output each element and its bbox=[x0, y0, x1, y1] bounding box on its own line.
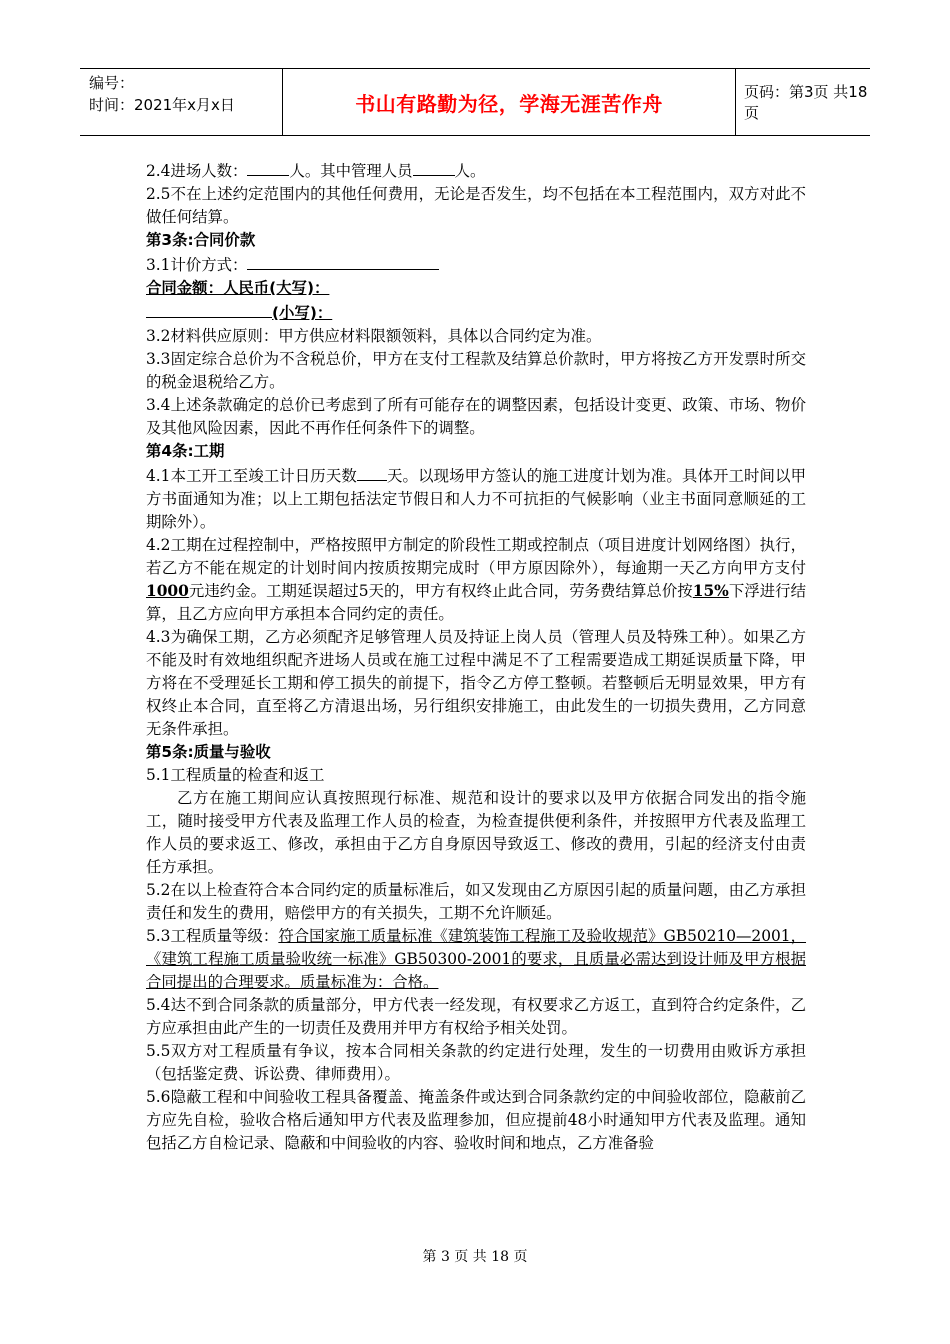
text-span: 15% bbox=[692, 582, 729, 600]
text-span: 3.1计价方式： bbox=[146, 256, 248, 274]
paragraph-4-3: 4.3为确保工期，乙方必须配齐足够管理人员及持证上岗人员（管理人员及特殊工种）。如果乙方不能及时有效地组织配齐进场人员或在施工过程中满足不了工程需要造成工期延误质量下降，甲方将在不受理延长工期和停工损失的前提下，指令乙方停工整顿。若整顿后无明显效果，甲方有权终止本合同，直至将乙方清退出场，另行组织安排施工，由此发生的一切损失费用，乙方同意无条件承担。 bbox=[146, 628, 806, 738]
text-span: 4.2工期在过程控制中，严格按照甲方制定的阶段性工期或控制点（项目进度计划网络图）执行，若乙方不能在规定的计划时间内按质按期完成时（甲方原因除外），每逾期一天乙方向甲方支付 bbox=[146, 536, 806, 577]
text-span: 5.3工程质量等级： bbox=[146, 927, 279, 945]
date-label: 时间：2021年x月x日 bbox=[89, 96, 235, 114]
paragraph-5-2: 5.2在以上检查符合本合同约定的质量标准后，如又发现由乙方原因引起的质量问题，由乙方承担责任和发生的费用，赔偿甲方的有关损失，工期不允许顺延。 bbox=[146, 881, 806, 922]
header-info-cell bbox=[80, 69, 283, 135]
contract-amount-upper: 合同金额：人民币(大写)： bbox=[146, 279, 330, 297]
blank-line bbox=[413, 158, 455, 176]
paragraph-2-4 bbox=[146, 158, 806, 183]
paragraph-5-6: 5.6隐蔽工程和中间验收工程具备覆盖、掩盖条件或达到合同条款约定的中间验收部位，隐蔽前乙方应先自检，验收合格后通知甲方代表及监理参加，但应提前48小时通知甲方代表及监理。通知包括乙方自检记录、隐蔽和中间验收的内容、验收时间和地点，乙方准备验 bbox=[146, 1088, 806, 1152]
text-span: 人。其中管理人员 bbox=[289, 162, 413, 180]
number-label: 编号： bbox=[89, 74, 135, 92]
blank-line bbox=[247, 252, 439, 270]
header-table bbox=[80, 68, 870, 136]
paragraph-3-3: 3.3固定综合总价为不含税总价，甲方在支付工程款及结算总价款时，甲方将按乙方开发票时所交的税金退税给乙方。 bbox=[146, 350, 806, 391]
paragraph-3-1 bbox=[146, 252, 806, 277]
text-span: 2.4进场人数： bbox=[146, 162, 248, 180]
blank-line bbox=[146, 300, 272, 318]
heading-article-5: 第5条:质量与验收 bbox=[146, 743, 271, 761]
header-motto: 书山有路勤为径，学海无涯苦作舟 bbox=[283, 69, 736, 135]
paragraph-2-5: 2.5不在上述约定范围内的其他任何费用，无论是否发生，均不包括在本工程范围内，双方对此不做任何结算。 bbox=[146, 185, 806, 226]
paragraph-4-2 bbox=[146, 534, 806, 626]
page-footer: 第 3 页 共 18 页 bbox=[422, 1249, 528, 1265]
header-page-label: 页码：第3页 共18页 bbox=[744, 83, 868, 122]
paragraph-5-5: 5.5双方对工程质量有争议，按本合同相关条款的约定进行处理，发生的一切费用由败诉方承担（包括鉴定费、诉讼费、律师费用）。 bbox=[146, 1042, 806, 1083]
text-span: 4.1本工开工至竣工计日历天数 bbox=[146, 467, 357, 485]
paragraph-5-4: 5.4达不到合同条款的质量部分，甲方代表一经发现，有权要求乙方返工，直到符合约定条件，乙方应承担由此产生的一切责任及费用并甲方有权给予相关处罚。 bbox=[146, 996, 806, 1037]
document-body bbox=[146, 158, 806, 1155]
text-span: 人。 bbox=[454, 162, 486, 180]
text-span: 下浮进行结算，且乙方应向甲方承担本合同约定的责任。 bbox=[146, 582, 806, 623]
blank-line bbox=[357, 463, 387, 481]
paragraph-3-4: 3.4上述条款确定的总价已考虑到了所有可能存在的调整因素，包括设计变更、政策、市场、物价及其他风险因素，因此不再作任何条件下的调整。 bbox=[146, 396, 806, 437]
text-span: 元违约金。工期延误超过5天的，甲方有权终止此合同，劳务费结算总价按 bbox=[188, 582, 693, 600]
paragraph-5-1: 5.1工程质量的检查和返工 bbox=[146, 766, 325, 784]
text-span: 1000 bbox=[146, 582, 189, 600]
heading-article-4: 第4条:工期 bbox=[146, 442, 225, 460]
contract-amount-lower bbox=[146, 300, 806, 325]
blank-line bbox=[247, 158, 289, 176]
paragraph-5-1-body: 乙方在施工期间应认真按照现行标准、规范和设计的要求以及甲方依据合同发出的指令施工，随时接受甲方代表及监理工作人员的检查，为检查提供便利条件，并按照甲方代表及监理工作人员的要求返工、修改，承担由于乙方自身原因导致返工、修改的费用，引起的经济支付由责任方承担。 bbox=[146, 789, 806, 876]
text-span: (小写)： bbox=[272, 304, 333, 322]
text-span: 符合国家施工质量标准《建筑装饰工程施工及验收规范》GB50210—2001，《建筑工程施工质量验收统一标准》GB50300-2001的要求，且质量必需达到设计师及甲方根据合同提出的合理要求。质量标准为：合格。 bbox=[146, 927, 807, 991]
paragraph-4-1 bbox=[146, 463, 806, 534]
paragraph-5-3 bbox=[146, 925, 806, 994]
heading-article-3: 第3条:合同价款 bbox=[146, 231, 256, 249]
text-span: 天。以现场甲方签认的施工进度计划为准。具体开工时间以甲方书面通知为准；以上工期包括法定节假日和人力不可抗拒的气候影响（业主书面同意顺延的工期除外）。 bbox=[146, 467, 806, 531]
paragraph-3-2: 3.2材料供应原则：甲方供应材料限额领料，具体以合同约定为准。 bbox=[146, 327, 602, 345]
